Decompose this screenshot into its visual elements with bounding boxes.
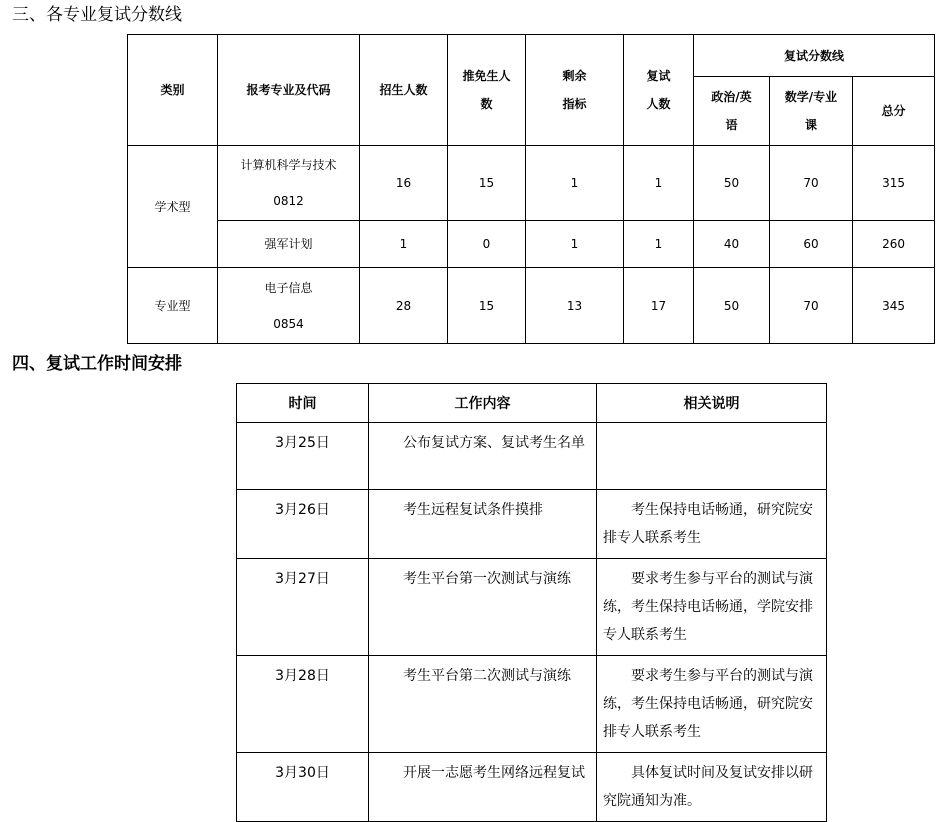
category-cell: 专业型	[128, 268, 218, 344]
header-remain-line1: 剩余	[562, 69, 587, 83]
header-exempt	[448, 35, 526, 146]
header-major: 报考专业及代码	[218, 35, 360, 146]
major-cell	[218, 268, 360, 344]
header-politics	[694, 77, 770, 146]
content-cell: 公布复试方案、复试考生名单	[369, 423, 597, 490]
table-row	[237, 490, 827, 559]
politics-cell: 40	[694, 221, 770, 268]
table-row	[128, 268, 935, 344]
header-content: 工作内容	[369, 384, 597, 423]
header-math	[770, 77, 853, 146]
header-cutoff: 复试分数线	[694, 35, 935, 77]
section-4-title: 四、复试工作时间安排	[12, 354, 182, 374]
header-category: 类别	[128, 35, 218, 146]
table-row	[237, 423, 827, 490]
major-code: 0812	[273, 194, 304, 208]
note-cell: 要求考生参与平台的测试与演练，考生保持电话畅通，研究院安排专人联系考生	[597, 656, 827, 753]
enroll-cell: 1	[360, 221, 448, 268]
politics-cell: 50	[694, 268, 770, 344]
header-remain-line2: 指标	[562, 97, 587, 111]
major-name: 计算机科学与技术	[240, 158, 337, 172]
header-retest-line1: 复试	[646, 69, 671, 83]
note-cell: 考生保持电话畅通，研究院安排专人联系考生	[597, 490, 827, 559]
exempt-cell: 0	[448, 221, 526, 268]
enroll-cell: 28	[360, 268, 448, 344]
header-note: 相关说明	[597, 384, 827, 423]
table-row	[237, 753, 827, 822]
table-row	[237, 559, 827, 656]
total-cell: 345	[853, 268, 935, 344]
header-math-line2: 课	[804, 118, 817, 132]
enroll-cell: 16	[360, 146, 448, 221]
content-cell: 考生平台第二次测试与演练	[369, 656, 597, 753]
table-row	[128, 221, 935, 268]
major-cell: 强军计划	[218, 221, 360, 268]
header-total: 总分	[853, 77, 935, 146]
math-cell: 70	[770, 268, 853, 344]
header-retest-line2: 人数	[646, 97, 671, 111]
date-cell: 3月28日	[237, 656, 369, 753]
header-retest	[624, 35, 694, 146]
retest-cell: 1	[624, 221, 694, 268]
note-cell: 要求考生参与平台的测试与演练，考生保持电话畅通，学院安排专人联系考生	[597, 559, 827, 656]
total-cell: 315	[853, 146, 935, 221]
retest-cell: 1	[624, 146, 694, 221]
header-politics-line1: 政治/英	[711, 90, 752, 104]
remain-cell: 1	[526, 221, 624, 268]
header-exempt-line2: 数	[480, 97, 493, 111]
date-cell: 3月27日	[237, 559, 369, 656]
exempt-cell: 15	[448, 268, 526, 344]
table-row	[128, 146, 935, 221]
content-cell: 考生远程复试条件摸排	[369, 490, 597, 559]
table-row	[237, 656, 827, 753]
retest-cell: 17	[624, 268, 694, 344]
major-code: 0854	[273, 316, 304, 331]
schedule-table	[236, 383, 827, 822]
header-enroll: 招生人数	[360, 35, 448, 146]
content-cell: 考生平台第一次测试与演练	[369, 559, 597, 656]
date-cell: 3月30日	[237, 753, 369, 822]
note-cell	[597, 423, 827, 490]
note-cell: 具体复试时间及复试安排以研究院通知为准。	[597, 753, 827, 822]
math-cell: 60	[770, 221, 853, 268]
schedule-header-row	[237, 384, 827, 423]
header-politics-line2: 语	[725, 118, 738, 132]
header-time: 时间	[237, 384, 369, 423]
politics-cell: 50	[694, 146, 770, 221]
total-cell: 260	[853, 221, 935, 268]
header-remain	[526, 35, 624, 146]
remain-cell: 13	[526, 268, 624, 344]
math-cell: 70	[770, 146, 853, 221]
major-cell	[218, 146, 360, 221]
category-cell: 学术型	[128, 146, 218, 268]
exempt-cell: 15	[448, 146, 526, 221]
remain-cell: 1	[526, 146, 624, 221]
cutoff-score-table	[127, 34, 935, 344]
major-name: 电子信息	[264, 280, 313, 295]
section-3-title: 三、各专业复试分数线	[12, 5, 182, 25]
content-cell: 开展一志愿考生网络远程复试	[369, 753, 597, 822]
header-math-line1: 数学/专业	[784, 90, 838, 104]
date-cell: 3月26日	[237, 490, 369, 559]
date-cell: 3月25日	[237, 423, 369, 490]
header-exempt-line1: 推免生人	[462, 69, 511, 83]
